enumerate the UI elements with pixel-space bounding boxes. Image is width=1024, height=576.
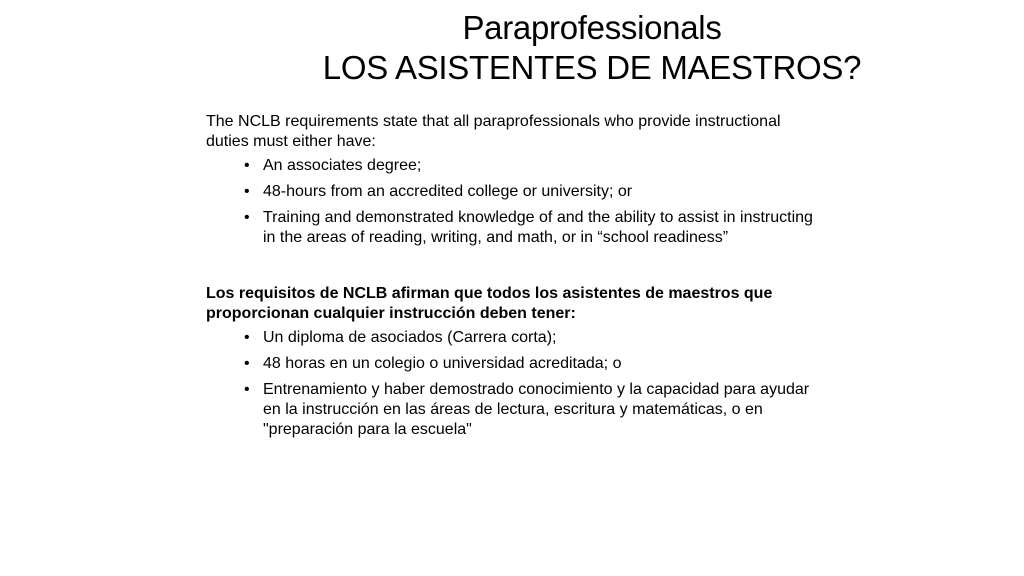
- bullet-icon: •: [244, 381, 250, 398]
- english-bullet-list: [206, 156, 826, 248]
- spanish-intro: Los requisitos de NCLB afirman que todos los asistentes de maestros que proporcionan cualquier instrucción deben tener:: [206, 285, 773, 322]
- bullet-icon: •: [244, 209, 250, 226]
- bullet-text: Training and demonstrated knowledge of and the ability to assist in instructing in the areas of reading, writing, and math, or in “school readiness”: [263, 209, 813, 246]
- english-intro: The NCLB requirements state that all paraprofessionals who provide instructional duties must either have:: [206, 113, 781, 150]
- slide-body: [206, 112, 826, 446]
- english-bullet-item: [206, 208, 826, 248]
- bullet-icon: •: [244, 355, 250, 372]
- bullet-text: Un diploma de asociados (Carrera corta);: [263, 329, 557, 346]
- bullet-text: 48-hours from an accredited college or university; or: [263, 183, 633, 200]
- section-spacer: [206, 254, 826, 284]
- spanish-bullet-item: [206, 354, 826, 374]
- slide-title: [0, 8, 1024, 88]
- bullet-icon: •: [244, 157, 250, 174]
- english-bullet-item: [206, 182, 826, 202]
- english-bullet-item: [206, 156, 826, 176]
- bullet-icon: •: [244, 183, 250, 200]
- spanish-bullet-list: [206, 328, 826, 440]
- spanish-bullet-item: [206, 380, 826, 440]
- bullet-text: An associates degree;: [263, 157, 422, 174]
- bullet-icon: •: [244, 329, 250, 346]
- title-line-2: LOS ASISTENTES DE MAESTROS?: [322, 49, 862, 86]
- bullet-text: 48 horas en un colegio o universidad acreditada; o: [263, 355, 622, 372]
- spanish-bullet-item: [206, 328, 826, 348]
- title-line-1: Paraprofessionals: [462, 9, 722, 46]
- bullet-text: Entrenamiento y haber demostrado conocimiento y la capacidad para ayudar en la instrucción en las áreas de lectura, escritura y matemáticas, o en "preparación para la escuela": [263, 381, 810, 438]
